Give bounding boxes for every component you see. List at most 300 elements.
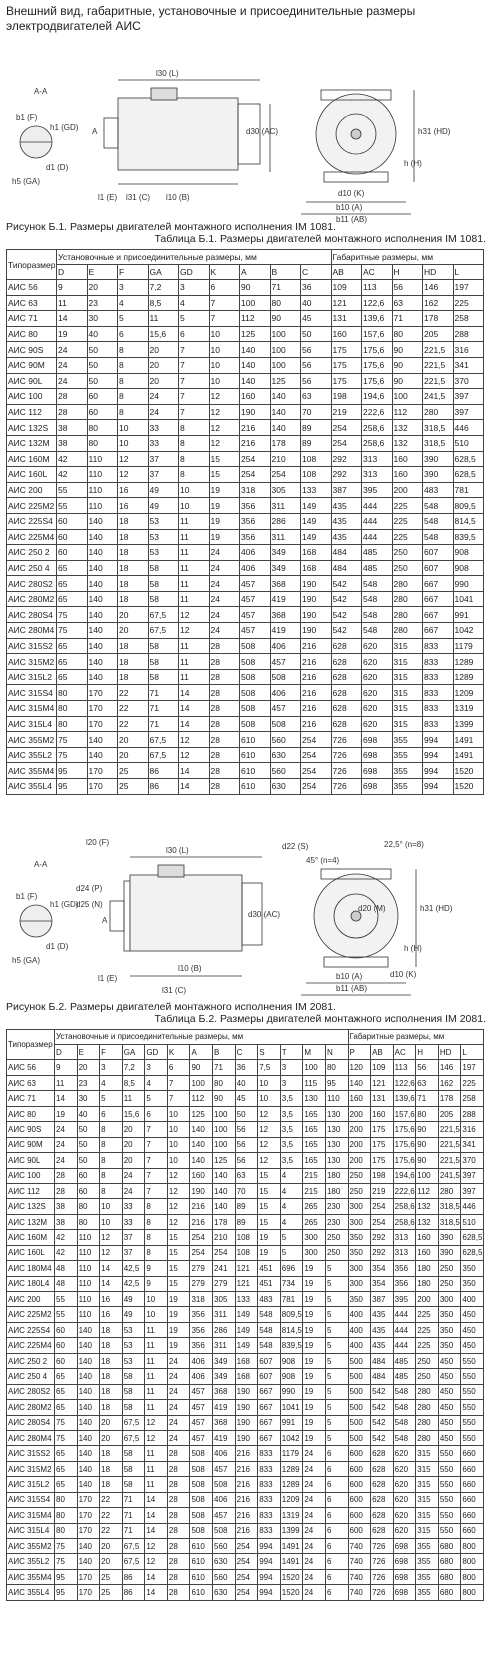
dimension-cell: 457 — [240, 591, 271, 607]
dimension-cell: 122,6 — [393, 1075, 416, 1090]
dimension-cell: 696 — [280, 1261, 303, 1276]
dimension-cell: 131 — [331, 311, 362, 327]
dimension-cell: 994 — [423, 732, 454, 748]
dimension-cell: 254 — [190, 1230, 213, 1245]
label-section: А-А — [34, 87, 48, 96]
dimension-cell: 48 — [55, 1276, 78, 1291]
dimension-cell: 7 — [179, 389, 210, 405]
dimension-cell: 140 — [87, 638, 118, 654]
dimension-cell: 225 — [416, 1307, 439, 1322]
dimension-cell: 90 — [240, 280, 271, 296]
dimension-cell: 419 — [213, 1430, 236, 1445]
motor-type-cell: АИС 180L4 — [7, 1276, 55, 1291]
dimension-cell: 110 — [87, 498, 118, 514]
dimension-cell: 11 — [145, 1477, 168, 1492]
dimension-cell: 110 — [87, 467, 118, 483]
column-header: C — [235, 1045, 258, 1060]
dimension-cell: 6 — [325, 1554, 348, 1569]
dimension-cell: 56 — [301, 357, 332, 373]
dimension-cell: 390 — [423, 451, 454, 467]
dimension-cell: 5 — [325, 1292, 348, 1307]
dimension-cell: 216 — [235, 1461, 258, 1476]
dimension-cell: 250 — [392, 545, 423, 561]
dimension-cell: 221,5 — [438, 1153, 461, 1168]
column-header: B — [270, 265, 301, 280]
table-row — [7, 1091, 484, 1106]
dimension-cell: 149 — [301, 513, 332, 529]
dimension-cell: 241,5 — [423, 389, 454, 405]
dimension-cell: 60 — [57, 529, 88, 545]
dimension-cell: 435 — [371, 1307, 394, 1322]
dimension-cell: 56 — [301, 342, 332, 358]
dimension-cell: 28 — [167, 1461, 190, 1476]
dimension-cell: 28 — [167, 1446, 190, 1461]
dimension-cell: 12 — [100, 1245, 123, 1260]
table-row — [7, 467, 484, 483]
dimension-cell: 250 — [438, 1261, 461, 1276]
dimension-cell: 908 — [453, 560, 484, 576]
dimension-cell: 1041 — [453, 591, 484, 607]
dimension-cell: 1289 — [453, 654, 484, 670]
dimension-cell: 11 — [122, 1091, 145, 1106]
dimension-cell: 5 — [325, 1369, 348, 1384]
dimension-cell: 315 — [392, 701, 423, 717]
dimension-cell: 550 — [438, 1508, 461, 1523]
dimension-cell: 48 — [55, 1261, 78, 1276]
dimension-cell: 350 — [438, 1322, 461, 1337]
dimension-cell: 50 — [301, 326, 332, 342]
dimension-cell: 140 — [77, 1554, 100, 1569]
table-row — [7, 404, 484, 420]
dimension-cell: 1491 — [453, 747, 484, 763]
dimension-cell: 75 — [55, 1539, 78, 1554]
dimension-cell: 15 — [258, 1168, 281, 1183]
motor-type-cell: АИС 280М4 — [7, 1430, 55, 1445]
dimension-cell: 400 — [348, 1307, 371, 1322]
dimension-cell: 355 — [416, 1554, 439, 1569]
dimension-cell: 1041 — [280, 1400, 303, 1415]
dimension-cell: 190 — [301, 576, 332, 592]
dimension-cell: 170 — [77, 1569, 100, 1584]
dimension-cell: 6 — [167, 1060, 190, 1075]
dimension-cell: 667 — [258, 1400, 281, 1415]
dimension-cell: 19 — [258, 1230, 281, 1245]
dimension-cell: 28 — [167, 1508, 190, 1523]
dimension-cell: 175 — [371, 1122, 394, 1137]
dimension-cell: 368 — [270, 576, 301, 592]
dimension-cell: 140 — [240, 373, 271, 389]
dimension-cell: 168 — [301, 560, 332, 576]
dimension-cell: 6 — [100, 1106, 123, 1121]
dimension-cell: 734 — [280, 1276, 303, 1291]
dimension-cell: 1179 — [453, 638, 484, 654]
dimension-cell: 53 — [148, 513, 179, 529]
dimension-cell: 5 — [325, 1400, 348, 1415]
dimension-cell: 149 — [301, 529, 332, 545]
dimension-cell: 19 — [303, 1261, 326, 1276]
dimension-cell: 548 — [423, 529, 454, 545]
dimension-cell: 140 — [87, 545, 118, 561]
dimension-cell: 457 — [240, 623, 271, 639]
dimension-cell: 6 — [325, 1446, 348, 1461]
dimension-cell: 600 — [348, 1523, 371, 1538]
column-header: AB — [331, 265, 362, 280]
dimension-cell: 18 — [100, 1338, 123, 1353]
dimension-cell: 610 — [240, 732, 271, 748]
dimension-cell: 12 — [145, 1554, 168, 1569]
dimension-cell: 500 — [348, 1369, 371, 1384]
dimension-cell: 457 — [240, 607, 271, 623]
dimension-cell: 24 — [57, 342, 88, 358]
dimension-cell: 89 — [235, 1199, 258, 1214]
dimension-cell: 11 — [179, 638, 210, 654]
dimension-cell: 406 — [270, 685, 301, 701]
dimension-cell: 406 — [190, 1369, 213, 1384]
dimension-cell: 80 — [87, 435, 118, 451]
table-row — [7, 1477, 484, 1492]
dimension-cell: 1491 — [280, 1554, 303, 1569]
dimension-cell: 190 — [235, 1415, 258, 1430]
dimension-cell: 10 — [118, 435, 149, 451]
dimension-cell: 230 — [325, 1214, 348, 1229]
dimension-cell: 628 — [331, 701, 362, 717]
dimension-cell: 485 — [362, 545, 393, 561]
dimension-cell: 406 — [240, 560, 271, 576]
dimension-cell: 313 — [362, 451, 393, 467]
dimension-cell: 15,6 — [148, 326, 179, 342]
dimension-cell: 165 — [303, 1137, 326, 1152]
dimension-cell: 8 — [179, 451, 210, 467]
dimension-cell: 216 — [301, 701, 332, 717]
label-a: А — [92, 127, 98, 136]
label-h: h (H) — [404, 159, 422, 168]
dimension-cell: 18 — [100, 1384, 123, 1399]
motor-type-cell: АИС 315М2 — [7, 654, 57, 670]
dimension-cell: 140 — [213, 1183, 236, 1198]
dimension-cell: 80 — [77, 1199, 100, 1214]
dimension-cell: 221,5 — [423, 373, 454, 389]
label2-a45: 45° (n=4) — [306, 855, 340, 865]
motor-type-cell: АИС 100 — [7, 1168, 55, 1183]
dimension-cell: 548 — [393, 1400, 416, 1415]
dimension-cell: 130 — [325, 1153, 348, 1168]
dimension-cell: 25 — [118, 779, 149, 795]
dimension-cell: 12 — [209, 389, 240, 405]
motor-type-cell: АИС 132S — [7, 420, 57, 436]
dimension-cell: 24 — [55, 1137, 78, 1152]
dimension-cell: 10 — [179, 482, 210, 498]
dimension-cell: 5 — [325, 1338, 348, 1353]
dimension-cell: 628 — [371, 1523, 394, 1538]
dimension-cell: 67,5 — [122, 1539, 145, 1554]
dimension-cell: 24 — [57, 373, 88, 389]
table-row — [7, 1183, 484, 1198]
dimension-cell: 560 — [213, 1569, 236, 1584]
dimension-cell: 315 — [416, 1508, 439, 1523]
label2-d20: d20 (M) — [358, 903, 386, 913]
dimension-cell: 313 — [393, 1230, 416, 1245]
table-im2081 — [6, 1029, 484, 1601]
dimension-cell: 258 — [461, 1091, 484, 1106]
dimension-cell: 395 — [362, 482, 393, 498]
dimension-cell: 216 — [235, 1477, 258, 1492]
motor-type-cell: АИС 90L — [7, 1153, 55, 1168]
dimension-cell: 7 — [179, 404, 210, 420]
dimension-cell: 620 — [362, 638, 393, 654]
label2-d24: d24 (P) — [76, 883, 103, 893]
dimension-cell: 607 — [258, 1369, 281, 1384]
column-header: F — [100, 1045, 123, 1060]
dimension-cell: 90 — [416, 1122, 439, 1137]
dimension-cell: 132 — [416, 1199, 439, 1214]
dimension-cell: 258,6 — [362, 420, 393, 436]
motor-type-cell: АИС 90S — [7, 342, 57, 358]
dimension-cell: 341 — [461, 1137, 484, 1152]
dimension-cell: 140 — [77, 1477, 100, 1492]
dimension-cell: 265 — [303, 1199, 326, 1214]
dimension-cell: 22 — [118, 685, 149, 701]
dimension-cell: 8,5 — [148, 295, 179, 311]
dimension-cell: 56 — [235, 1153, 258, 1168]
dimension-cell: 994 — [258, 1569, 281, 1584]
dimension-cell: 19 — [57, 326, 88, 342]
dimension-cell: 19 — [209, 498, 240, 514]
dimension-cell: 7 — [167, 1091, 190, 1106]
dimension-cell: 24 — [148, 389, 179, 405]
dimension-cell: 610 — [240, 763, 271, 779]
dimension-cell: 60 — [57, 513, 88, 529]
dimension-cell: 7 — [145, 1168, 168, 1183]
dimension-cell: 7 — [179, 373, 210, 389]
table-row — [7, 420, 484, 436]
dimension-cell: 7 — [179, 357, 210, 373]
dimension-cell: 318,5 — [423, 420, 454, 436]
dimension-cell: 225 — [461, 1075, 484, 1090]
dimension-cell: 178 — [438, 1091, 461, 1106]
dimension-cell: 24 — [303, 1461, 326, 1476]
dimension-cell: 24 — [303, 1446, 326, 1461]
dimension-cell: 457 — [270, 654, 301, 670]
dimension-cell: 49 — [122, 1292, 145, 1307]
dimension-cell: 19 — [209, 529, 240, 545]
dimension-cell: 197 — [461, 1060, 484, 1075]
dimension-cell: 485 — [362, 560, 393, 576]
dimension-cell: 8 — [100, 1137, 123, 1152]
dimension-cell: 170 — [87, 716, 118, 732]
dimension-cell: 28 — [167, 1523, 190, 1538]
dimension-cell: 18 — [118, 669, 149, 685]
dimension-cell: 20 — [118, 623, 149, 639]
dimension-cell: 67,5 — [148, 607, 179, 623]
dimension-cell: 24 — [209, 560, 240, 576]
dimension-cell: 25 — [100, 1585, 123, 1600]
dimension-cell: 457 — [213, 1461, 236, 1476]
dimension-cell: 216 — [301, 669, 332, 685]
dimension-cell: 508 — [240, 654, 271, 670]
dimension-cell: 11 — [179, 513, 210, 529]
dimension-cell: 100 — [392, 389, 423, 405]
dimension-cell: 140 — [77, 1539, 100, 1554]
dimension-cell: 620 — [362, 669, 393, 685]
dimension-cell: 288 — [461, 1106, 484, 1121]
dimension-cell: 485 — [393, 1369, 416, 1384]
column-header: D — [55, 1045, 78, 1060]
dimension-cell: 112 — [240, 311, 271, 327]
dimension-cell: 115 — [303, 1075, 326, 1090]
motor-type-cell: АИС 112 — [7, 404, 57, 420]
dimension-cell: 18 — [118, 638, 149, 654]
dimension-cell: 15 — [167, 1276, 190, 1291]
dimension-cell: 628 — [331, 669, 362, 685]
dimension-cell: 254 — [371, 1214, 394, 1229]
table-row — [7, 1060, 484, 1075]
dimension-cell: 8 — [100, 1153, 123, 1168]
dimension-cell: 162 — [423, 295, 454, 311]
dimension-cell: 216 — [301, 716, 332, 732]
dimension-cell: 444 — [393, 1307, 416, 1322]
dimension-cell: 450 — [438, 1430, 461, 1445]
dimension-cell: 628 — [371, 1492, 394, 1507]
dimension-cell: 660 — [461, 1508, 484, 1523]
table-row — [7, 482, 484, 498]
motor-type-cell: АИС 160L — [7, 1245, 55, 1260]
dimension-cell: 14 — [145, 1585, 168, 1600]
dimension-cell: 500 — [348, 1384, 371, 1399]
dimension-cell: 28 — [167, 1569, 190, 1584]
dimension-cell: 86 — [122, 1569, 145, 1584]
table-row — [7, 1106, 484, 1121]
dimension-cell: 160 — [416, 1245, 439, 1260]
dimension-cell: 286 — [270, 513, 301, 529]
dimension-cell: 19 — [55, 1106, 78, 1121]
dimension-cell: 22 — [100, 1492, 123, 1507]
dimension-cell: 60 — [55, 1353, 78, 1368]
dimension-cell: 315 — [416, 1523, 439, 1538]
motor-type-cell: АИС 315L4 — [7, 1523, 55, 1538]
dimension-cell: 20 — [100, 1554, 123, 1569]
dimension-cell: 37 — [122, 1230, 145, 1245]
dimension-cell: 12 — [209, 404, 240, 420]
dimension-cell: 50 — [77, 1153, 100, 1168]
table-row — [7, 779, 484, 795]
dimension-cell: 1520 — [453, 779, 484, 795]
dimension-cell: 25 — [118, 763, 149, 779]
dimension-cell: 175,6 — [393, 1122, 416, 1137]
dimension-cell: 80 — [325, 1060, 348, 1075]
dimension-cell: 42 — [57, 451, 88, 467]
dimension-cell: 7,5 — [258, 1060, 281, 1075]
dimension-cell: 12 — [179, 607, 210, 623]
dimension-cell: 19 — [303, 1369, 326, 1384]
dimension-cell: 7 — [179, 342, 210, 358]
document-page — [6, 4, 486, 1601]
dimension-cell: 168 — [301, 545, 332, 561]
dimension-cell: 65 — [57, 560, 88, 576]
dimension-cell: 740 — [348, 1569, 371, 1584]
motor-type-cell: АИС 280М4 — [7, 623, 57, 639]
dimension-cell: 45 — [301, 311, 332, 327]
dimension-cell: 200 — [348, 1106, 371, 1121]
dimension-cell: 216 — [240, 420, 271, 436]
motor-type-cell: АИС 225М2 — [7, 498, 57, 514]
dimension-cell: 781 — [280, 1292, 303, 1307]
dimension-cell: 180 — [325, 1183, 348, 1198]
motor-type-cell: АИС 280S4 — [7, 1415, 55, 1430]
dimension-cell: 279 — [213, 1276, 236, 1291]
dimension-cell: 19 — [303, 1415, 326, 1430]
dimension-cell: 100 — [303, 1060, 326, 1075]
dimension-cell: 12 — [258, 1106, 281, 1121]
dimension-cell: 110 — [77, 1307, 100, 1322]
dimension-cell: 110 — [77, 1276, 100, 1291]
dimension-cell: 80 — [416, 1106, 439, 1121]
dimension-cell: 16 — [118, 498, 149, 514]
motor-type-cell: АИС 225М4 — [7, 529, 57, 545]
dimension-cell: 219 — [371, 1183, 394, 1198]
label2-h5: h5 (GA) — [12, 955, 41, 965]
dimension-cell: 457 — [270, 701, 301, 717]
dimension-cell: 75 — [55, 1430, 78, 1445]
dimension-cell: 160 — [416, 1230, 439, 1245]
motor-type-cell: АИС 355М4 — [7, 763, 57, 779]
dimension-cell: 16 — [118, 482, 149, 498]
label2-d1: d1 (D) — [46, 941, 69, 951]
dimension-cell: 300 — [303, 1230, 326, 1245]
dimension-cell: 241 — [213, 1261, 236, 1276]
dimension-cell: 254 — [235, 1554, 258, 1569]
dimension-cell: 620 — [393, 1461, 416, 1476]
dimension-cell: 500 — [348, 1400, 371, 1415]
dimension-cell: 178 — [213, 1214, 236, 1229]
table-row — [7, 1122, 484, 1137]
dimension-cell: 397 — [461, 1183, 484, 1198]
dimension-cell: 28 — [209, 716, 240, 732]
dimension-cell: 548 — [258, 1338, 281, 1353]
dimension-cell: 24 — [209, 576, 240, 592]
dimension-cell: 698 — [362, 747, 393, 763]
dimension-cell: 55 — [57, 498, 88, 514]
dimension-cell: 140 — [87, 654, 118, 670]
dimension-cell: 740 — [348, 1585, 371, 1600]
dimension-cell: 170 — [77, 1585, 100, 1600]
dimension-cell: 20 — [100, 1430, 123, 1445]
dimension-cell: 9 — [145, 1261, 168, 1276]
motor-type-cell: АИС 280М2 — [7, 591, 57, 607]
dimension-cell: 132 — [416, 1214, 439, 1229]
dimension-cell: 726 — [331, 763, 362, 779]
dimension-cell: 11 — [145, 1369, 168, 1384]
dimension-cell: 5 — [100, 1091, 123, 1106]
dimension-cell: 990 — [453, 576, 484, 592]
dimension-cell: 216 — [301, 685, 332, 701]
dimension-cell: 24 — [303, 1477, 326, 1492]
dimension-cell: 140 — [270, 404, 301, 420]
table-row — [7, 1075, 484, 1090]
dimension-cell: 130 — [303, 1091, 326, 1106]
dimension-cell: 18 — [100, 1477, 123, 1492]
dimension-cell: 15 — [167, 1261, 190, 1276]
column-header: A — [190, 1045, 213, 1060]
label2-l31: l31 (C) — [162, 985, 187, 995]
dimension-cell: 11 — [148, 311, 179, 327]
dimension-cell: 315 — [416, 1492, 439, 1507]
dimension-cell: 90 — [416, 1137, 439, 1152]
dimension-cell: 11 — [145, 1461, 168, 1476]
dimension-cell: 4 — [100, 1075, 123, 1090]
dimension-cell: 542 — [371, 1430, 394, 1445]
dimension-cell: 318,5 — [438, 1199, 461, 1214]
dimension-cell: 60 — [87, 404, 118, 420]
